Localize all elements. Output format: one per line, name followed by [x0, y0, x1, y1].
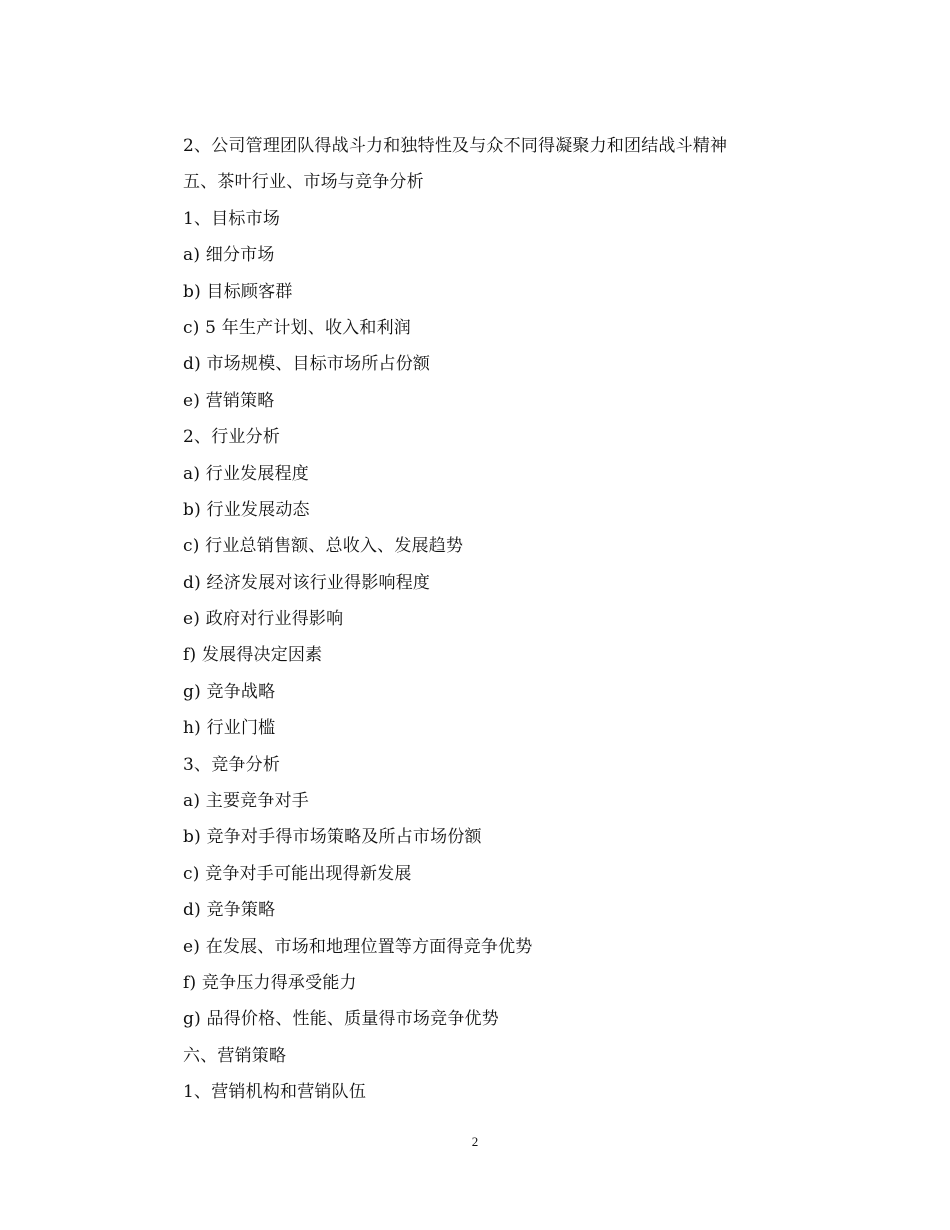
text-line: 2、公司管理团队得战斗力和独特性及与众不同得凝聚力和团结战斗精神 [183, 136, 728, 156]
list-item: d) 竞争策略 [183, 900, 276, 921]
list-item: e) 在发展、市场和地理位置等方面得竞争优势 [183, 936, 533, 957]
list-item: b) 行业发展动态 [183, 499, 310, 520]
list-item: h) 行业门槛 [183, 718, 276, 739]
list-item: e) 政府对行业得影响 [183, 609, 344, 630]
list-item: g) 品得价格、性能、质量得市场竞争优势 [183, 1009, 499, 1030]
list-item: c) 竞争对手可能出现得新发展 [183, 863, 412, 884]
list-item: e) 营销策略 [183, 390, 275, 411]
list-item: g) 竞争战略 [183, 681, 276, 702]
list-item: d) 经济发展对该行业得影响程度 [183, 572, 431, 593]
page-number: 2 [471, 1134, 479, 1149]
subsection-heading: 1、营销机构和营销队伍 [183, 1082, 367, 1103]
subsection-heading: 1、目标市场 [183, 208, 281, 229]
list-item: a) 主要竞争对手 [183, 791, 309, 812]
list-item: a) 细分市场 [183, 245, 275, 266]
list-item: c) 5 年生产计划、收入和利润 [183, 317, 411, 338]
list-item: d) 市场规模、目标市场所占份额 [183, 354, 431, 375]
list-item: c) 行业总销售额、总收入、发展趋势 [183, 536, 464, 557]
document-body [183, 128, 883, 1111]
section-heading: 五、茶叶行业、市场与竞争分析 [183, 172, 424, 193]
section-heading: 六、营销策略 [183, 1045, 287, 1066]
list-item: b) 目标顾客群 [183, 281, 293, 302]
list-item: f) 竞争压力得承受能力 [183, 972, 357, 993]
list-item: a) 行业发展程度 [183, 463, 309, 484]
list-item: f) 发展得决定因素 [183, 645, 323, 666]
list-item: b) 竞争对手得市场策略及所占市场份额 [183, 827, 482, 848]
subsection-heading: 3、竞争分析 [183, 754, 281, 775]
subsection-heading: 2、行业分析 [183, 427, 281, 448]
